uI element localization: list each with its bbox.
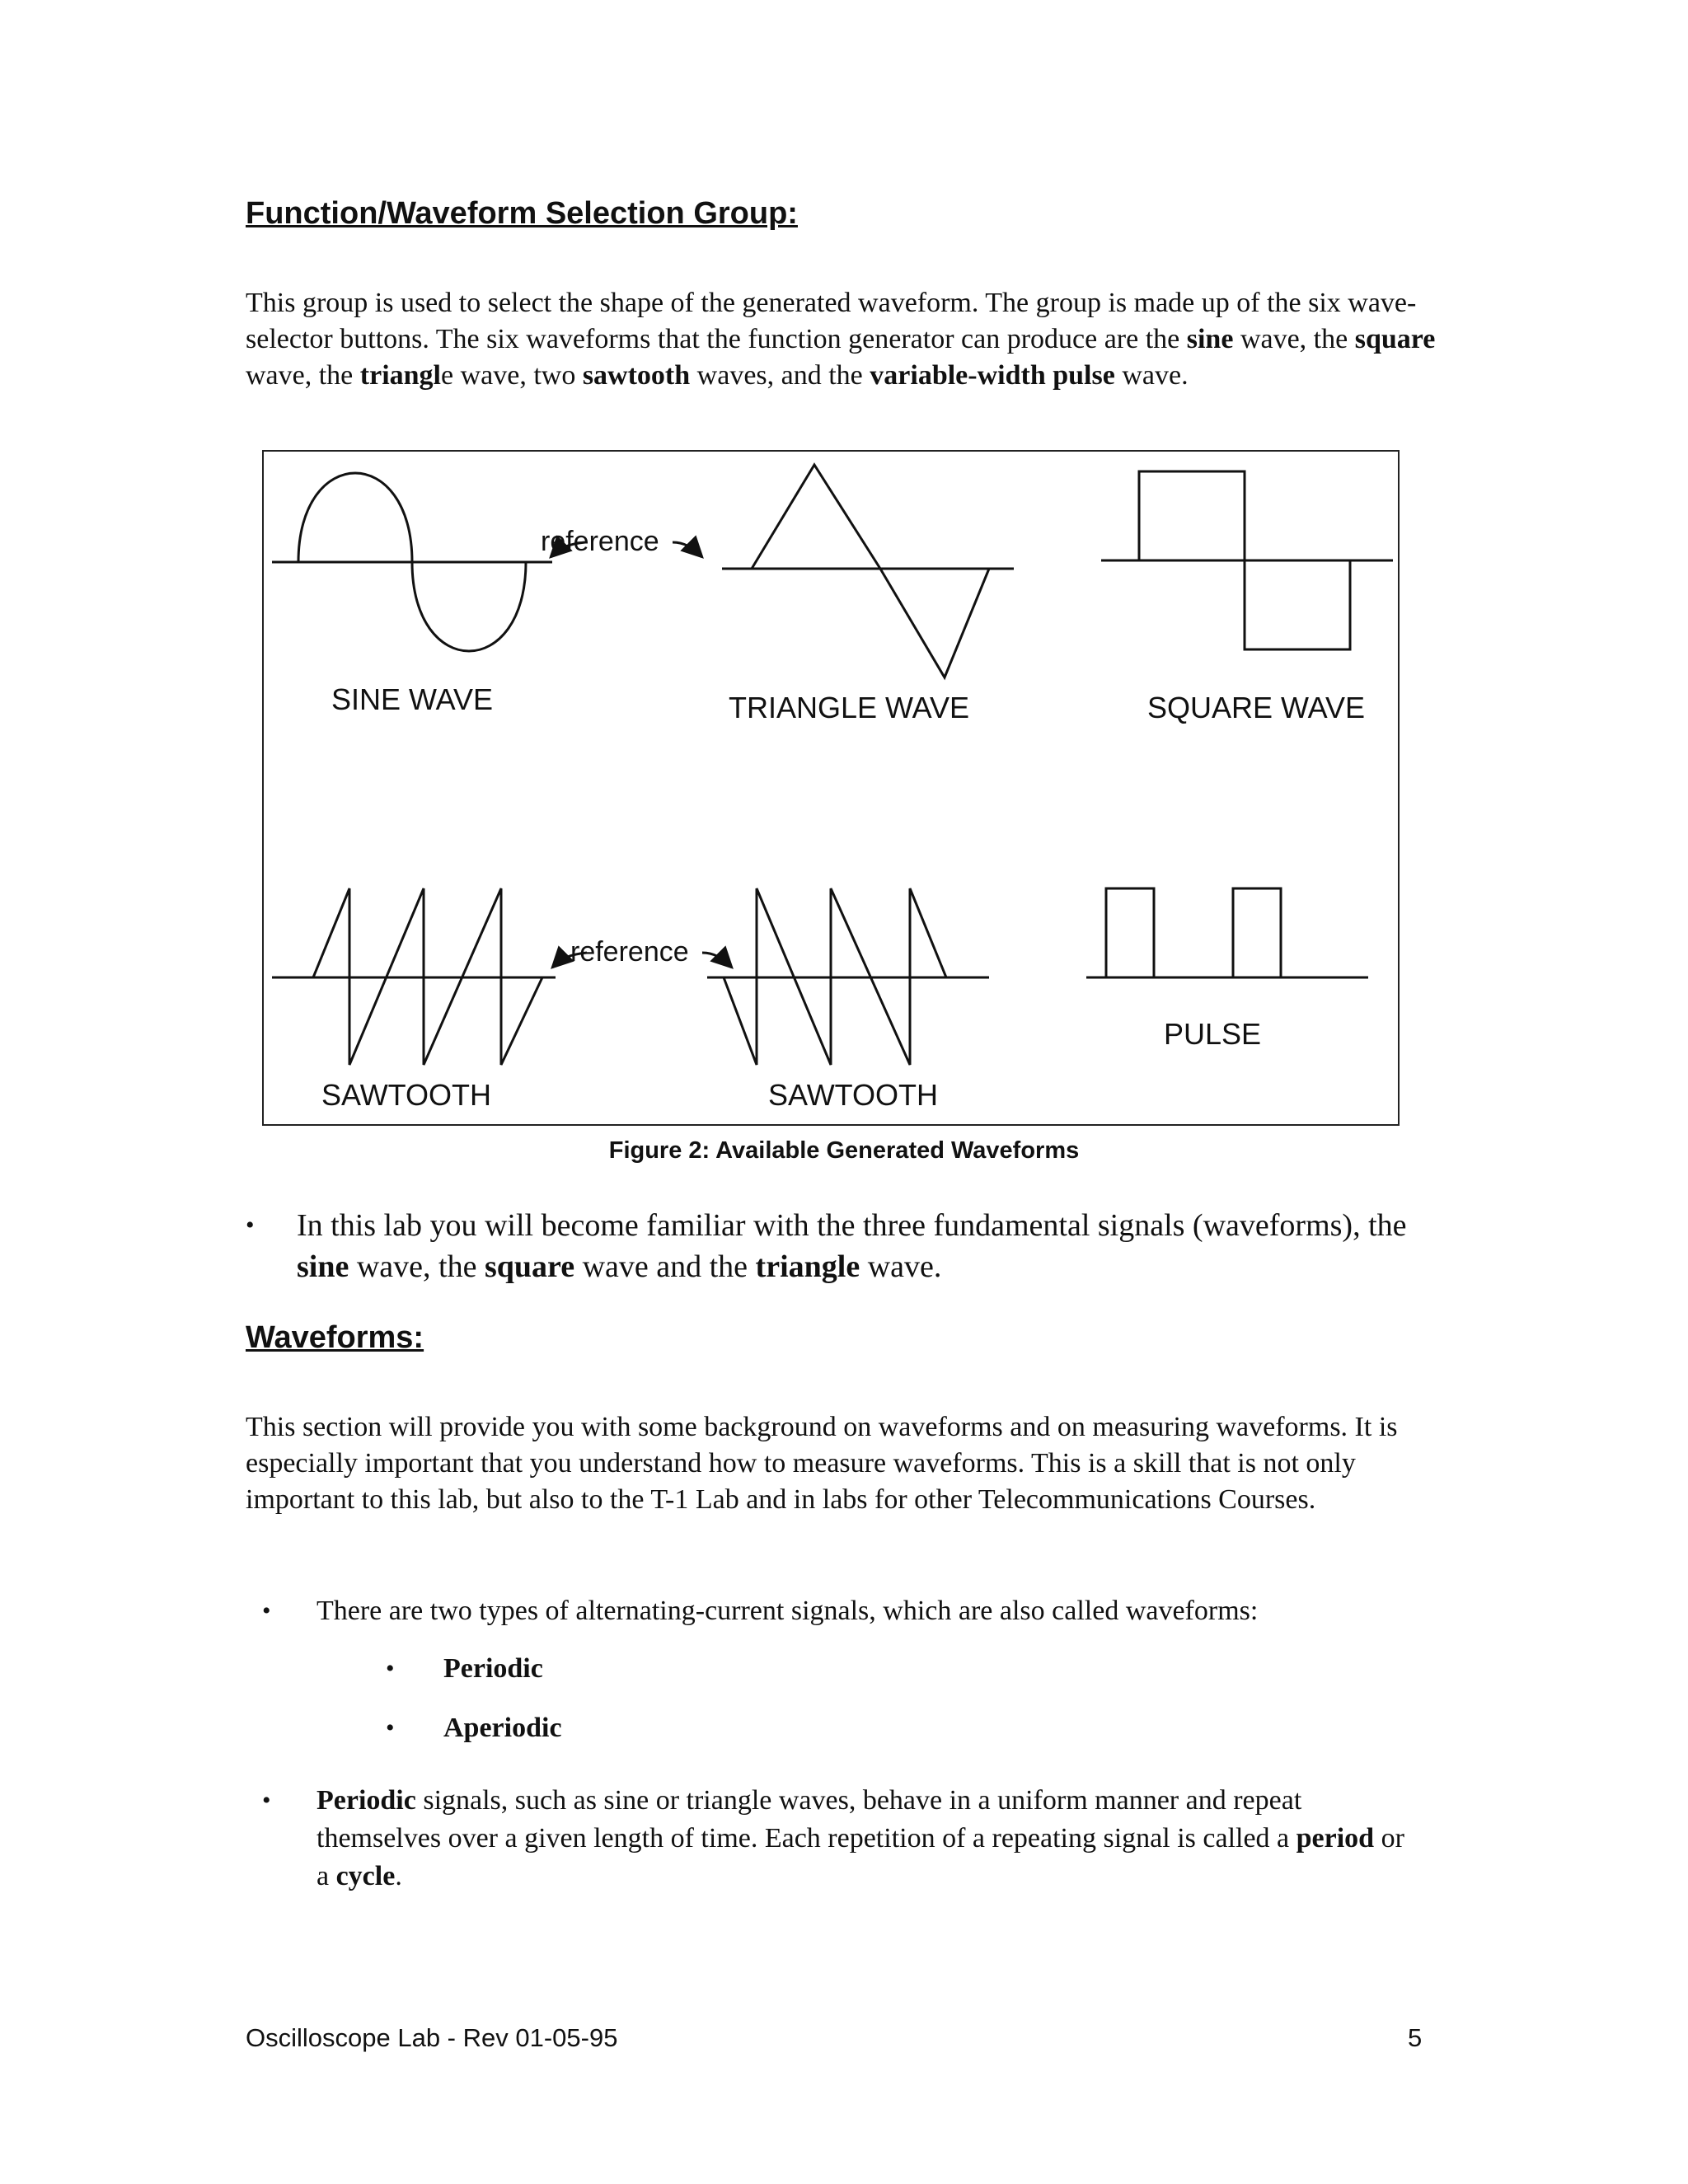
- page-number: 5: [1408, 2023, 1423, 2052]
- sawtooth-right-graphic: [707, 888, 989, 1065]
- function-group-paragraph: This group is used to select the shape of the generated waveform. The group is made up of the six wave-selector buttons. The six waveforms that the function generator can produce are the sine wave, the square wave, the triangle wave, two sawtooth waves, and the variable-width pulse wave.: [246, 288, 1436, 391]
- section-heading-waveforms: Waveforms:: [246, 1320, 424, 1355]
- triangle-wave-label: TRIANGLE WAVE: [729, 691, 970, 724]
- pulse-graphic: [1086, 888, 1368, 977]
- bullet-dot: •: [262, 1787, 271, 1814]
- square-wave-label: SQUARE WAVE: [1147, 691, 1366, 724]
- reference-label-bottom: reference: [570, 936, 689, 968]
- bullet-dot: •: [246, 1212, 255, 1239]
- section-heading-function-waveform: Function/Waveform Selection Group:: [246, 196, 798, 231]
- sub-item-periodic-text: Periodic: [443, 1653, 543, 1684]
- pulse-label: PULSE: [1164, 1017, 1262, 1051]
- bullet-dot: •: [386, 1655, 395, 1682]
- figure-caption: Figure 2: Available Generated Waveforms: [608, 1137, 1080, 1164]
- sub-item-aperiodic-text: Aperiodic: [443, 1713, 562, 1743]
- sine-wave-label: SINE WAVE: [331, 682, 494, 716]
- footer-title: Oscilloscope Lab - Rev 01-05-95: [246, 2023, 618, 2052]
- waveforms-paragraph: This section will provide you with some background on waveforms and on measuring waveforms. It is especially important that you understand how to measure waveforms. This is a skill that is not only important to this lab, but also to the T-1 Lab and in labs for other Telecommunications Courses.: [246, 1412, 1398, 1515]
- lab-bullet-text: In this lab you will become familiar with the three fundamental signals (waveforms), the sine wave, the square wave and the triangle wave.: [297, 1208, 1407, 1284]
- periodic-bullet-text: Periodic signals, such as sine or triangle waves, behave in a uniform manner and repeat themselves over a given length of time. Each repetition of a repeating signal is called a period or a cycle.: [316, 1785, 1404, 1891]
- reference-label-top: reference: [541, 526, 659, 557]
- sawtooth-right-label: SAWTOOTH: [768, 1078, 938, 1112]
- sawtooth-left-graphic: [272, 888, 556, 1065]
- sine-wave-graphic: [272, 473, 552, 651]
- bullet-dot: •: [262, 1597, 271, 1624]
- sawtooth-left-label: SAWTOOTH: [321, 1078, 491, 1112]
- triangle-wave-graphic: [722, 465, 1014, 677]
- waveforms-figure: [262, 450, 1400, 1126]
- bullet-dot: •: [386, 1714, 395, 1741]
- types-bullet-text: There are two types of alternating-current signals, which are also called waveforms:: [316, 1596, 1259, 1626]
- square-wave-graphic: [1101, 471, 1393, 649]
